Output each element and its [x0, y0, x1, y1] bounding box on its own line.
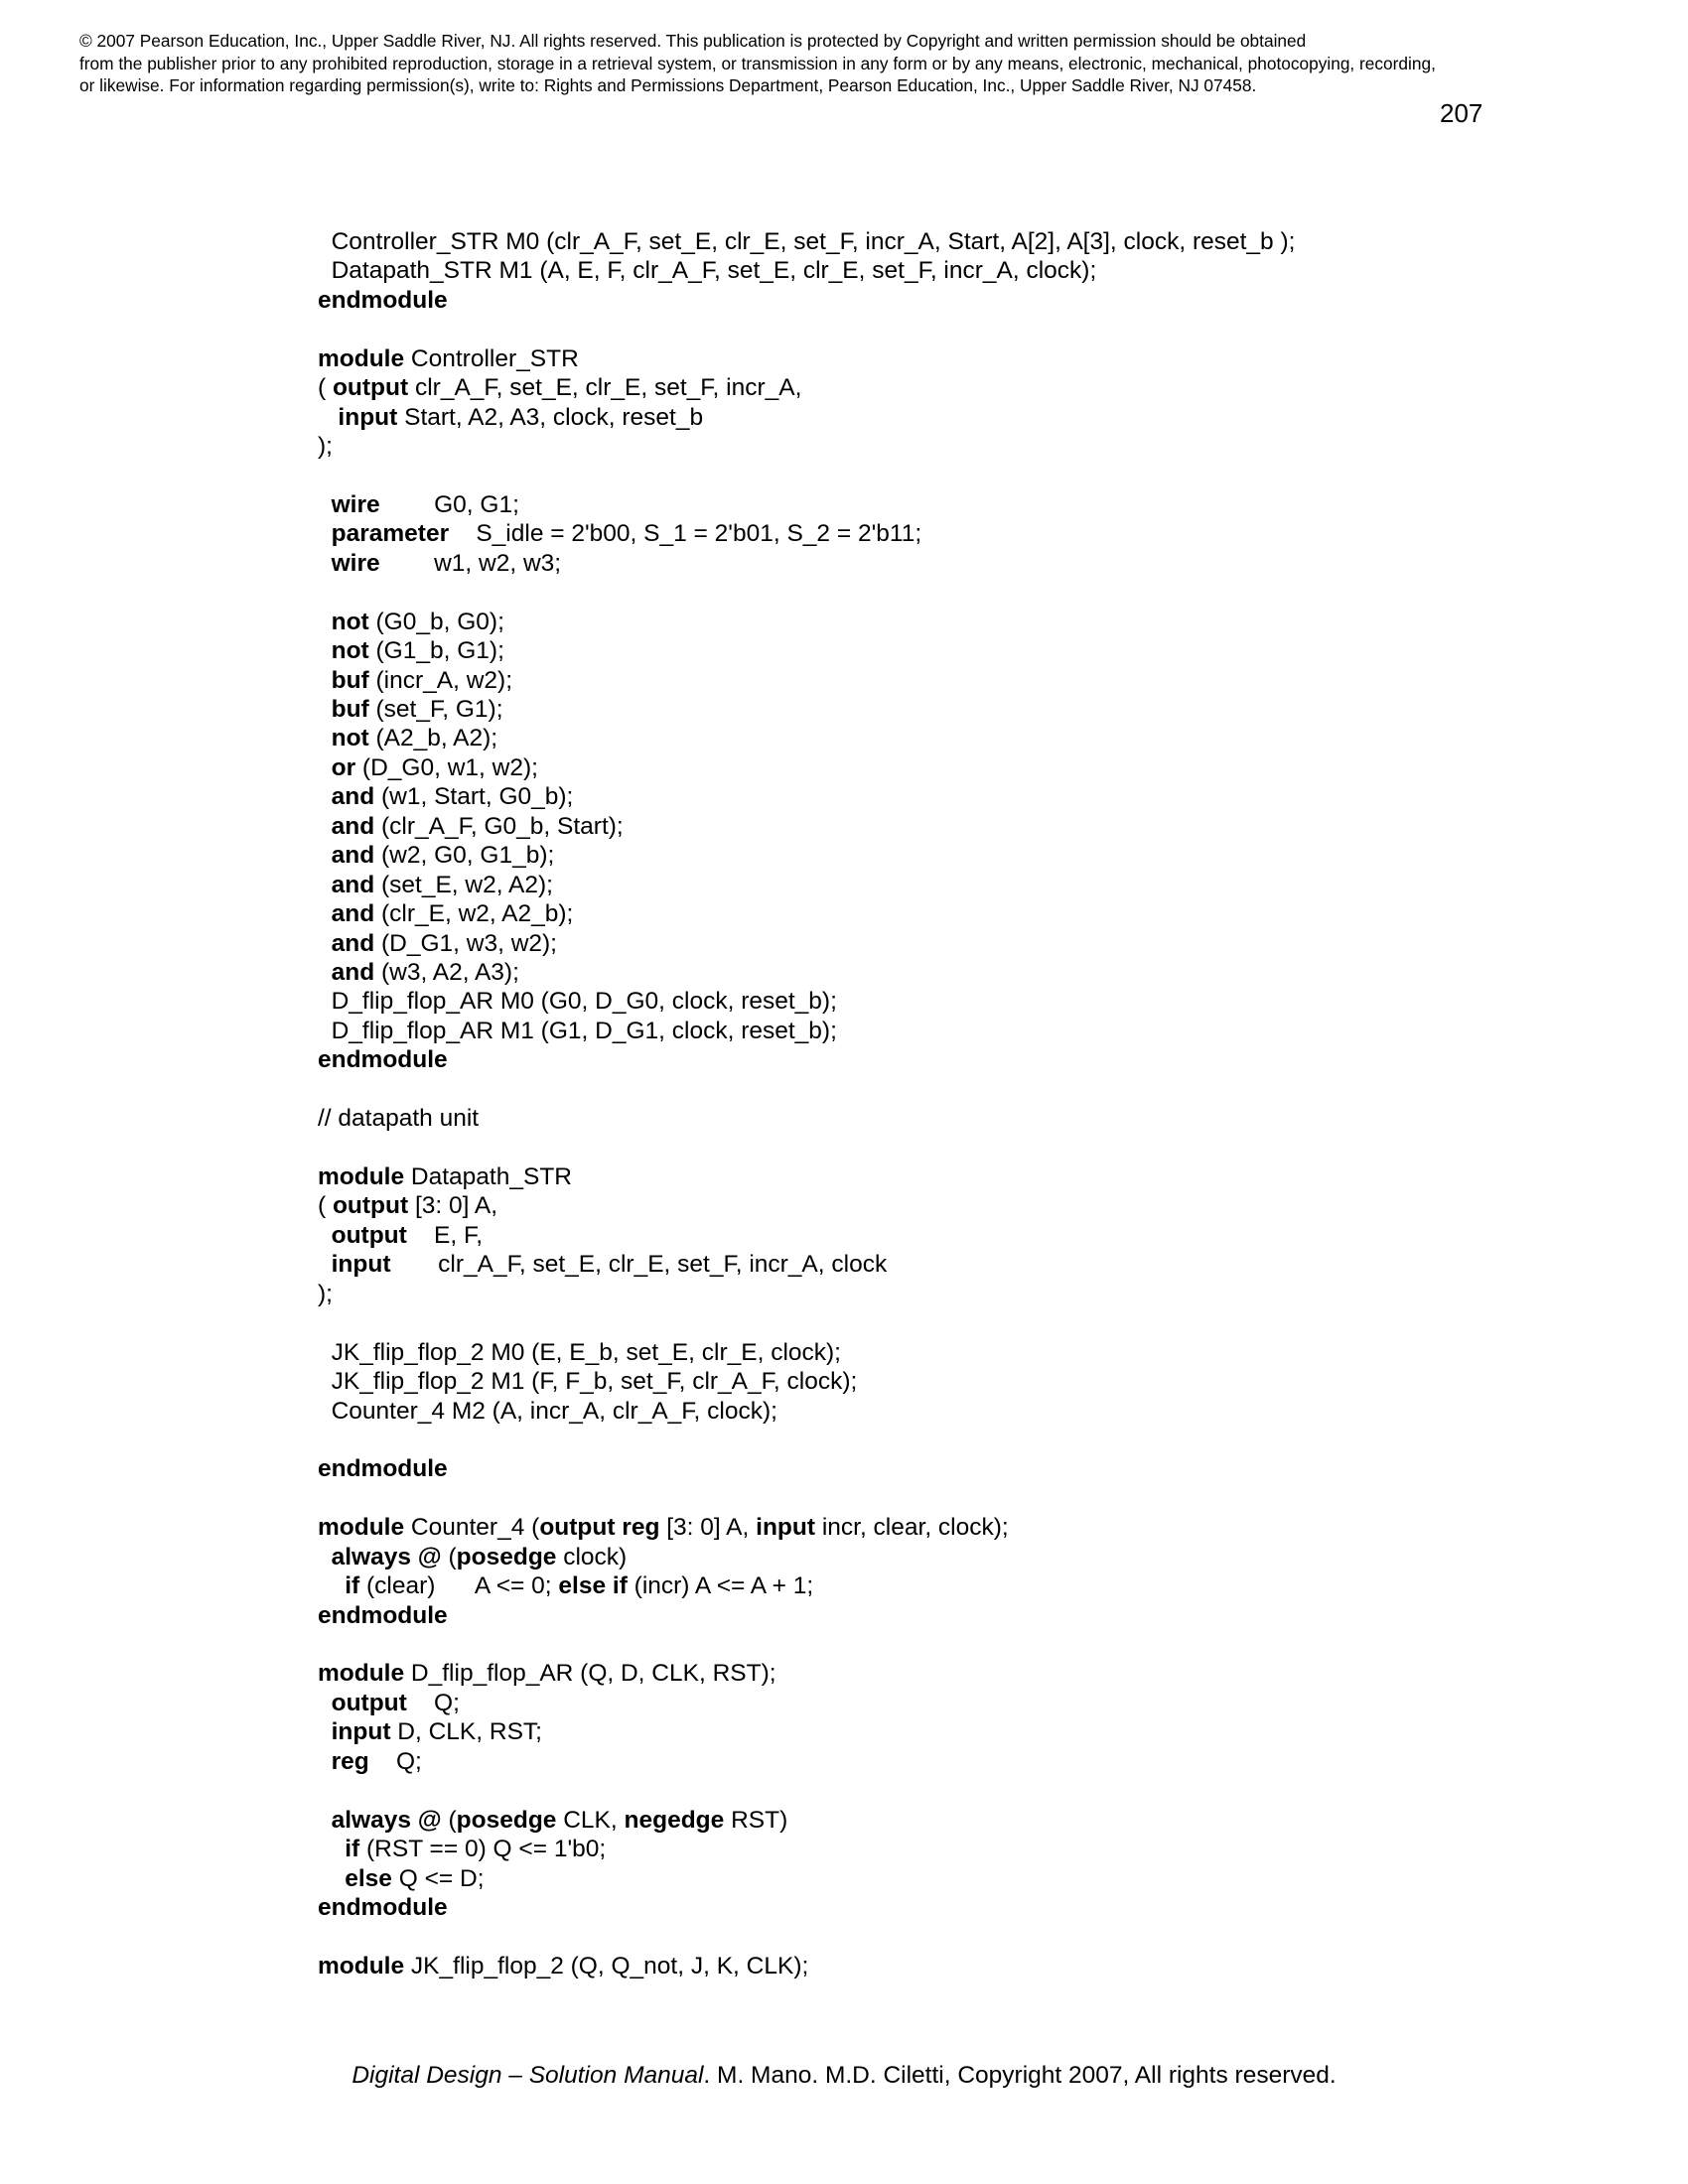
code-keyword: endmodule [318, 1046, 448, 1074]
code-text: G0, G1; [379, 490, 519, 518]
code-line [318, 1513, 1295, 1542]
code-text: CLK, [556, 1806, 625, 1834]
code-line [318, 403, 1295, 432]
code-keyword: if [345, 1836, 360, 1863]
code-keyword: and [331, 842, 375, 870]
copyright-line: from the publisher prior to any prohibited reproduction, storage in a retrieval system, or transmission in any form or by any means, electronic, mechanical, photocopying, recording, [79, 53, 1436, 73]
code-text: D_flip_flop_AR M1 (G1, D_G1, clock, reset_b); [318, 1017, 837, 1044]
code-text: Datapath_STR [404, 1163, 572, 1190]
code-keyword: not [331, 608, 369, 635]
blank-line [318, 578, 1295, 607]
code-keyword: buf [331, 666, 369, 694]
blank-line [318, 462, 1295, 490]
code-line [318, 490, 1295, 519]
code-text [318, 754, 332, 781]
code-line [318, 549, 1295, 578]
code-text: E, F, [406, 1221, 484, 1249]
copyright-line: or likewise. For information regarding permission(s), write to: Rights and Permissions Department, Pearson Education, Inc., Upper Saddle River, NJ 07458. [79, 75, 1257, 95]
code-text: incr, clear, clock); [815, 1514, 1009, 1542]
blank-line [318, 1308, 1295, 1337]
code-text: Counter_4 ( [404, 1514, 540, 1542]
code-text: ( [441, 1543, 457, 1570]
code-text: Q; [368, 1747, 422, 1775]
code-line [318, 871, 1295, 899]
code-keyword: wire [331, 549, 380, 577]
code-line [318, 1806, 1295, 1835]
code-line [318, 841, 1295, 870]
footer-credits: . M. Mano. M.D. Ciletti, Copyright 2007, All rights reserved. [703, 2062, 1336, 2089]
code-text: ); [318, 433, 333, 461]
code-text [318, 1690, 332, 1716]
code-keyword: and [331, 871, 375, 898]
code-text [318, 404, 338, 431]
code-text: clr_A_F, set_E, clr_E, set_F, incr_A, clock [390, 1251, 888, 1279]
blank-line [318, 1484, 1295, 1513]
code-text: (RST == 0) Q <= 1'b0; [359, 1836, 607, 1863]
code-line [318, 1191, 1295, 1220]
code-text: JK_flip_flop_2 M0 (E, E_b, set_E, clr_E, clock); [318, 1338, 841, 1366]
code-text: [3: 0] A, [408, 1192, 498, 1220]
blank-line [318, 1922, 1295, 1951]
code-keyword: endmodule [318, 1893, 448, 1921]
code-line [318, 1689, 1295, 1717]
code-line [318, 1367, 1295, 1396]
code-line [318, 373, 1295, 402]
code-text: Controller_STR M0 (clr_A_F, set_E, clr_E, set_F, incr_A, Start, A[2], A[3], clock, reset_b ); [318, 228, 1296, 255]
blank-line [318, 1776, 1295, 1805]
code-text [318, 813, 332, 840]
code-text: D_flip_flop_AR M0 (G0, D_G0, clock, reset_b); [318, 988, 837, 1016]
code-text [318, 550, 332, 577]
code-text: Counter_4 M2 (A, incr_A, clr_A_F, clock); [318, 1397, 777, 1425]
code-text: (incr) A <= A + 1; [627, 1572, 814, 1600]
code-line [318, 1601, 1295, 1630]
code-keyword: input [331, 1718, 391, 1746]
code-keyword: output [332, 1192, 409, 1220]
code-text: (D_G1, w3, w2); [374, 929, 557, 957]
code-text [318, 1251, 332, 1278]
code-text: (G1_b, G1); [368, 637, 504, 665]
code-line [318, 753, 1295, 782]
code-text: D_flip_flop_AR (Q, D, CLK, RST); [404, 1660, 776, 1688]
code-keyword: else [345, 1864, 392, 1892]
code-line [318, 929, 1295, 958]
code-keyword: output [331, 1689, 407, 1716]
code-keyword: not [331, 637, 369, 665]
code-keyword: posedge [456, 1806, 557, 1834]
code-line [318, 724, 1295, 752]
code-keyword: and [331, 812, 375, 840]
code-text [318, 1865, 345, 1892]
code-line [318, 636, 1295, 665]
code-line [318, 1543, 1295, 1571]
code-text: (clr_A_F, G0_b, Start); [374, 812, 624, 840]
code-text [318, 900, 332, 927]
code-text: JK_flip_flop_2 M1 (F, F_b, set_F, clr_A_F, clock); [318, 1368, 858, 1396]
copyright-notice [79, 30, 1628, 97]
blank-line [318, 1630, 1295, 1659]
code-text: (incr_A, w2); [368, 666, 513, 694]
code-line [318, 666, 1295, 695]
code-line [318, 1864, 1295, 1893]
blank-line [318, 1075, 1295, 1104]
code-text: Q <= D; [391, 1864, 485, 1892]
code-text [318, 667, 332, 694]
code-keyword: output [331, 1221, 407, 1249]
code-keyword: module [318, 1163, 405, 1190]
footer-book-title: Digital Design – Solution Manual [352, 2062, 704, 2089]
code-text: Datapath_STR M1 (A, E, F, clr_A_F, set_E, clr_E, set_F, incr_A, clock); [318, 257, 1097, 285]
code-keyword: negedge [624, 1806, 725, 1834]
page-number: 207 [1440, 98, 1483, 128]
code-text: (G0_b, G0); [368, 608, 504, 635]
verilog-code-listing [318, 227, 1295, 1980]
code-keyword: module [318, 1952, 405, 1979]
code-keyword: input [338, 403, 398, 431]
blank-line [318, 315, 1295, 343]
code-line [318, 812, 1295, 841]
code-keyword: buf [331, 696, 369, 723]
blank-line [318, 1134, 1295, 1162]
code-line [318, 899, 1295, 928]
code-text: (clear) A <= 0; [359, 1572, 559, 1600]
code-text: ); [318, 1280, 333, 1307]
code-line [318, 432, 1295, 461]
code-line [318, 1952, 1295, 1980]
code-keyword: output reg [539, 1514, 660, 1542]
code-keyword: not [331, 725, 369, 752]
code-text [318, 872, 332, 898]
code-text: (w3, A2, A3); [374, 958, 519, 986]
code-text: Start, A2, A3, clock, reset_b [397, 403, 704, 431]
code-text [318, 491, 332, 518]
code-line [318, 1017, 1295, 1045]
page-footer [0, 2061, 1688, 2091]
code-keyword: reg [331, 1747, 369, 1775]
code-text: clr_A_F, set_E, clr_E, set_F, incr_A, [408, 374, 802, 402]
code-text [318, 959, 332, 986]
code-text: w1, w2, w3; [379, 549, 562, 577]
code-text [318, 1748, 332, 1775]
code-line [318, 519, 1295, 548]
code-line [318, 1835, 1295, 1863]
code-keyword: wire [331, 490, 380, 518]
code-text [318, 930, 332, 957]
code-text [318, 637, 332, 664]
code-keyword: or [331, 753, 356, 781]
code-text: clock) [556, 1543, 628, 1570]
code-keyword: always @ [331, 1806, 442, 1834]
code-line [318, 1454, 1295, 1483]
code-line [318, 227, 1295, 256]
code-text: (A2_b, A2); [368, 725, 498, 752]
code-text: Q; [406, 1689, 460, 1716]
code-text [318, 725, 332, 751]
code-text [318, 609, 332, 635]
code-text [318, 1544, 332, 1570]
code-line [318, 608, 1295, 636]
code-keyword: and [331, 958, 375, 986]
code-text: (clr_E, w2, A2_b); [374, 900, 574, 928]
code-text [318, 842, 332, 869]
code-line [318, 1104, 1295, 1133]
code-text [318, 520, 332, 547]
code-line [318, 1893, 1295, 1922]
code-keyword: and [331, 783, 375, 811]
code-keyword: else if [558, 1572, 628, 1600]
code-text: Controller_STR [404, 344, 579, 372]
code-text: D, CLK, RST; [390, 1718, 542, 1746]
code-line [318, 1280, 1295, 1308]
code-line [318, 1717, 1295, 1746]
code-keyword: module [318, 1514, 405, 1542]
code-text: ( [318, 374, 333, 402]
code-line [318, 1338, 1295, 1367]
code-line [318, 1571, 1295, 1600]
code-line [318, 344, 1295, 373]
code-keyword: parameter [331, 520, 450, 548]
code-text: [3: 0] A, [659, 1514, 757, 1542]
code-keyword: endmodule [318, 286, 448, 314]
code-text: ( [441, 1806, 457, 1834]
code-text [318, 1836, 345, 1862]
code-line [318, 1221, 1295, 1250]
code-text [318, 783, 332, 810]
code-line [318, 782, 1295, 811]
code-keyword: and [331, 900, 375, 928]
code-line [318, 1162, 1295, 1191]
blank-line [318, 1426, 1295, 1454]
code-text: RST) [724, 1806, 788, 1834]
code-line [318, 1045, 1295, 1074]
code-line [318, 256, 1295, 285]
code-line [318, 286, 1295, 315]
code-keyword: endmodule [318, 1601, 448, 1629]
code-line [318, 1250, 1295, 1279]
code-keyword: input [331, 1251, 391, 1279]
code-keyword: always @ [331, 1543, 442, 1570]
code-keyword: output [332, 374, 409, 402]
code-keyword: and [331, 929, 375, 957]
code-keyword: input [756, 1514, 816, 1542]
code-text: (set_E, w2, A2); [374, 871, 553, 898]
code-text [318, 1572, 345, 1599]
code-line [318, 1397, 1295, 1426]
code-line [318, 1659, 1295, 1688]
code-line [318, 1747, 1295, 1776]
code-line [318, 987, 1295, 1016]
code-text: (D_G0, w1, w2); [355, 753, 538, 781]
code-text: JK_flip_flop_2 (Q, Q_not, J, K, CLK); [404, 1952, 809, 1979]
code-text [318, 1718, 332, 1745]
code-line [318, 695, 1295, 724]
code-keyword: endmodule [318, 1455, 448, 1483]
code-text [318, 1222, 332, 1249]
code-text [318, 1807, 332, 1834]
code-keyword: if [345, 1572, 360, 1600]
code-text: S_idle = 2'b00, S_1 = 2'b01, S_2 = 2'b11; [449, 520, 922, 548]
code-text: // datapath unit [318, 1105, 480, 1133]
code-keyword: posedge [456, 1543, 557, 1570]
code-keyword: module [318, 1660, 405, 1688]
code-text [318, 696, 332, 723]
code-keyword: module [318, 344, 405, 372]
code-text: ( [318, 1192, 333, 1220]
code-line [318, 958, 1295, 987]
copyright-line: © 2007 Pearson Education, Inc., Upper Saddle River, NJ. All rights reserved. This publication is protected by Copyright and written permission should be obtained [79, 31, 1307, 51]
code-text: (w1, Start, G0_b); [374, 783, 574, 811]
code-text: (w2, G0, G1_b); [374, 842, 555, 870]
code-text: (set_F, G1); [368, 696, 503, 723]
